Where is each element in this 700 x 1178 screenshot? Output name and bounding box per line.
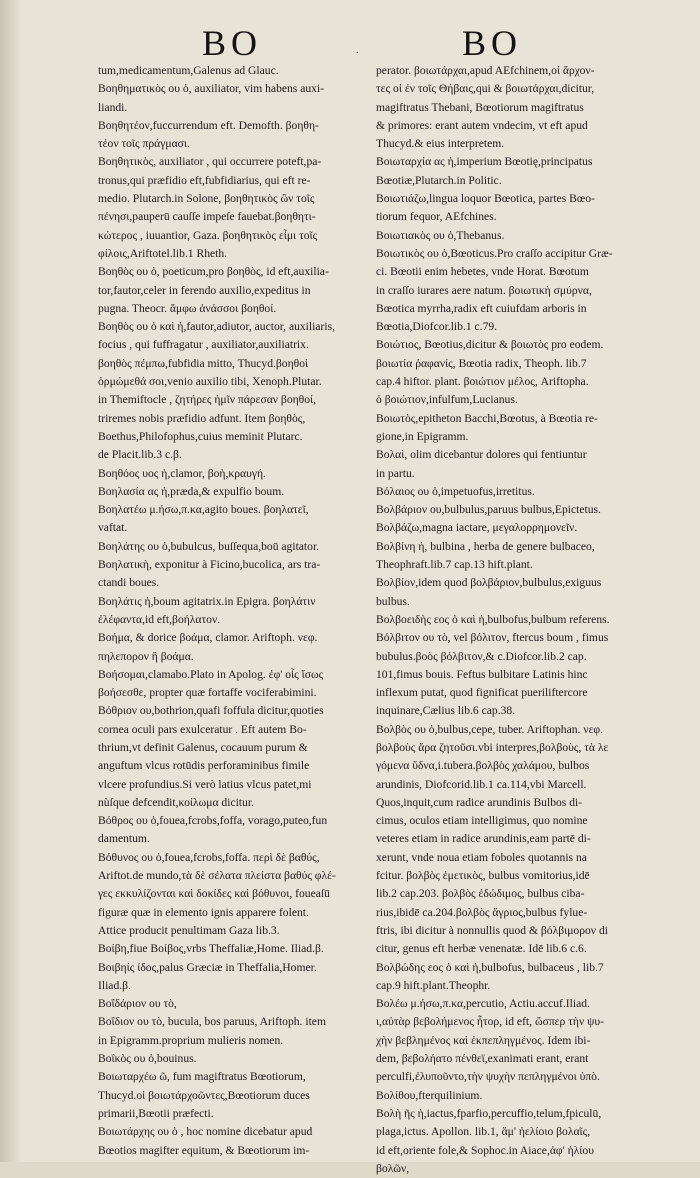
text-line: Βοιωτικὸς ου ὁ,Bœoticus.Pro craſſo accipitur Græ- bbox=[376, 246, 613, 260]
text-line: Βοΐκὸς ου ὁ,bouinus. bbox=[98, 1052, 197, 1066]
text-line: magiftratus Thebani, Bœotiorum magiftratus bbox=[376, 100, 584, 114]
text-line: Βόθρος ου ὁ,fouea,fcrobs,foffa, vorago,puteo,fun bbox=[98, 814, 328, 828]
text-line: fcitur. βολβὸς ἐμετικὸς, bulbus vomitorius,idē bbox=[376, 869, 590, 883]
text-line: ci. Bœotii enim hebetes, vnde Horat. Bœotum bbox=[376, 265, 589, 279]
text-line: βοιωτία ῥαφανίς, Bœotia radix, Theoph. lib.7 bbox=[376, 356, 587, 370]
text-line: ι,αὐτὰρ βεβολήμενος ἦτορ, id eft, ὥσπερ τὴν ψυ- bbox=[376, 1015, 604, 1029]
text-line: inflexum putat, quod fignificat pueriliftercore bbox=[376, 686, 588, 700]
text-line: plaga,ictus. Apollon. lib.1, ἅμ' ἠελίοιο βολαῖς, bbox=[376, 1125, 591, 1139]
text-line: Βοηθὸς ου ὁ καὶ ἡ,fautor,adiutor, auctor, auxiliaris, bbox=[98, 320, 335, 334]
text-line: Attice producit penultimam Gaza lib.3. bbox=[98, 923, 280, 937]
text-line: Ariftot.de mundo,τὰ δὲ σέλατα πλείστα βαθύς φλέ- bbox=[98, 869, 336, 883]
text-line: vaftat. bbox=[98, 521, 128, 535]
text-line: Bœotia,Diofcor.lib.1 c.79. bbox=[376, 320, 498, 334]
header-mark: . bbox=[356, 45, 359, 56]
text-line: in Epigramm.proprium mulieris nomen. bbox=[98, 1033, 284, 1047]
text-line: in partu. bbox=[376, 466, 415, 480]
text-line: nùſque defcendit,κοίλωμα dicitur. bbox=[98, 795, 254, 809]
text-line: lib.2 cap.203. βολβὸς ἐδώδιμος, bulbus ciba- bbox=[376, 887, 585, 901]
text-line: Βολβάζω,magna iactare, μεγαλορρημονεῖν. bbox=[376, 521, 578, 535]
text-line: Βόθριον ου,bothrion,quafi foffula dicitur,quoties bbox=[98, 704, 324, 718]
text-line: Βοιωτιακὸς ου ὁ,Thebanus. bbox=[376, 228, 505, 242]
text-line: βοήσεσθε, propter quæ fortaffe vociferabimini. bbox=[98, 686, 317, 700]
running-head-left: BO bbox=[202, 23, 263, 63]
text-line: perator. βοιωτάρχαι,apud AEfchinem,οἱ ἄρχον- bbox=[376, 64, 595, 77]
text-line: Βοιωτιάζω,lingua loquor Bœotica, partes Bœo- bbox=[376, 192, 595, 206]
text-line: gione,in Epigramm. bbox=[376, 429, 469, 443]
text-line: tiorum fequor, AEfchines. bbox=[376, 210, 497, 224]
text-line: πηλεπορον ἢ βοάμα. bbox=[98, 649, 194, 663]
text-line: dem, βεβολήατο πένθεϊ,exanimati erant, erant bbox=[376, 1052, 589, 1066]
binding-shadow bbox=[0, 0, 22, 1162]
text-line: in craſſo iurares aere natum. βοιωτικὴ σμύρνα, bbox=[376, 283, 592, 297]
text-line: Βοιβηίς ίδος,palus Græciæ in Theffalia,Homer. bbox=[98, 960, 317, 974]
text-line: tum,medicamentum,Galenus ad Glauc. bbox=[98, 64, 279, 77]
text-line: Βοιώτιος, Bœotius,dicitur & βοιωτὸς pro eodem. bbox=[376, 338, 604, 352]
text-line: pugna. Theocr. ἄμφω ἀνάσσοι βοηθοί. bbox=[98, 301, 277, 315]
text-line: ἐλέφαντα,id eft,βοήλατον. bbox=[98, 612, 221, 626]
text-line: figuræ quæ in elemento ignis apparere folent. bbox=[98, 905, 309, 919]
text-line: liandi. bbox=[98, 100, 128, 114]
text-line: id eft,oriente fole,& Sophoc.in Aiace,ἀφ' ἡλίου bbox=[376, 1143, 594, 1157]
text-line: Quos,inquit,cum radice arundinis Bulbos di- bbox=[376, 795, 583, 809]
text-line: tor,fautor,celer in ferendo auxilio,expeditus in bbox=[98, 283, 311, 297]
text-line: Βοιωτὸς,epitheton Bacchi,Bœotus, à Bœotia re- bbox=[376, 411, 598, 425]
text-line: Βολβὸς ου ὁ,bulbus,cepe, tuber. Ariftophan. νεφ. bbox=[376, 722, 604, 736]
text-line: Βοηλατέω μ.ήσω,π.κα,agito boues. βοηλατεῖ, bbox=[98, 503, 309, 517]
text-line: Βοήμα, & dorice βοάμα, clamor. Ariftoph. νεφ. bbox=[98, 631, 318, 645]
text-line: Βοηθὸς ου ὁ, poeticum,pro βοηθὸς, id eft,auxilia- bbox=[98, 265, 329, 279]
text-line: Βολβάριον ου,bulbulus,paruus bulbus,Epictetus. bbox=[376, 503, 601, 517]
text-line: Βοηθηματικὸς ου ὁ, auxiliator, vim habens auxi- bbox=[98, 82, 325, 96]
text-line: focius , qui fuffragatur , auxiliator,auxiliatrix. bbox=[98, 338, 309, 352]
text-line: ὁ βοιώτιον,infulfum,Lucianus. bbox=[376, 393, 518, 407]
text-line: Βόλαιος ου ὁ,impetuofus,irretitus. bbox=[376, 484, 535, 498]
text-line: Βολέω μ.ήσω,π.κα,percutio, Actiu.accuf.Iliad. bbox=[376, 997, 590, 1011]
text-line: Βοΐδιον ου τὸ, bucula, bos paruus, Ariftoph. item bbox=[98, 1015, 326, 1029]
text-line: thrium,vt definit Galenus, cocauum purum & bbox=[98, 740, 308, 754]
text-line: γες εκκυλίζονται καὶ δοκίδες καὶ βόθυνοι, foueaſū bbox=[98, 887, 330, 901]
text-line: Βοηλάτις ἡ,boum agitatrix.in Epigra. βοηλάτιν bbox=[98, 594, 316, 608]
right-column bbox=[376, 62, 642, 1178]
text-line: Βοηθητικὸς, auxiliator , qui occurrere poteft,pa- bbox=[98, 155, 322, 169]
text-line: Βοιωτάρχης ου ὁ , hoc nomine dicebatur apud bbox=[98, 1125, 313, 1139]
text-line: cornea oculi pars exulceratur . Eft autem Bo- bbox=[98, 722, 307, 736]
text-line: πένησι,pauperū cauſſe impeſe fauebat.βοηθητι- bbox=[98, 210, 316, 224]
text-line: Βολαὶ, olim dicebantur dolores qui fentiuntur bbox=[376, 448, 587, 462]
text-line: tronus,qui præfidio eft,fubfidiarius, qui eft re- bbox=[98, 173, 311, 187]
left-column bbox=[98, 62, 360, 1160]
page-header bbox=[0, 22, 700, 62]
text-line: βολβοὺς ἄρα ζητοῦσι.vbi interpres,βολβοὺς, τὰ λε bbox=[376, 740, 609, 754]
text-line: Βοιωταρχέω ῶ, fum magiftratus Bœotiorum, bbox=[98, 1070, 306, 1084]
text-line: τες οἱ ἐν τοῖς Θήβαις,qui & βοιωτάρχαι,dicitur, bbox=[376, 82, 595, 96]
text-line: anguftum vlcus rotūdis perforaminibus fimile bbox=[98, 759, 310, 773]
text-line: Bœotios magifter equitum, & Bœotiorum im- bbox=[98, 1143, 310, 1157]
text-line: cap.4 hiftor. plant. βοιώτιον μέλος, Ariftopha. bbox=[376, 375, 589, 389]
text-line: bulbus. bbox=[376, 594, 410, 608]
text-line: Βολὴ ῆς ἡ,iactus,fparfio,percuffio,telum,fpiculū, bbox=[376, 1106, 602, 1120]
text-line: in Themiftocle , ζητήρες ἡμῖν πάρεσαν βοηθοί, bbox=[98, 393, 317, 407]
text-line: Βοηλατικὴ, exponitur à Ficino,bucolica, ars tra- bbox=[98, 558, 321, 572]
text-line: perculfi,ἐλυποῦντο,τὴν ψυχὴν πεπληγμένοι ὑπὸ. bbox=[376, 1070, 600, 1084]
text-line: Theophraft.lib.7 cap.13 hift.plant. bbox=[376, 558, 533, 572]
text-line: ftris, ibi dicitur à nonnullis quod & βόλβιμορον di bbox=[376, 923, 608, 937]
text-line: Thucyd.& eius interpretem. bbox=[376, 137, 505, 151]
text-line: Iliad.β. bbox=[98, 978, 131, 992]
text-line: ctandi boues. bbox=[98, 576, 160, 590]
text-line: Boethus,Philofophus,cuius meminit Plutarc. bbox=[98, 429, 303, 443]
running-head-right: BO bbox=[462, 23, 523, 63]
text-line: citur, genus eft herbæ venenatæ. Idē lib.6 c.6. bbox=[376, 942, 587, 956]
text-line: veteres etiam in radice arundinis,eam partē di- bbox=[376, 832, 591, 846]
text-line: Βοίβη,fiue Βοίβος,vrbs Theffaliæ,Home. Iliad.β. bbox=[98, 942, 324, 956]
text-line: Thucyd.οἱ βοιωτάρχοῶντες,Bœotiorum duces bbox=[98, 1088, 310, 1102]
text-line: Βόθυνος ου ὁ,fouea,fcrobs,foffa. περὶ δὲ βαθύς, bbox=[98, 850, 320, 864]
text-line: de Placit.lib.3 c.β. bbox=[98, 448, 182, 462]
text-line: Βολβοειδὴς εος ὁ καὶ ἡ,bulbofus,bulbum referens. bbox=[376, 612, 610, 626]
text-line: cimus, oculos etiam intelligimus, quo nomine bbox=[376, 814, 588, 828]
text-line: τέον τοῖς πράγμασι. bbox=[98, 137, 190, 151]
text-line: arundinis, Diofcorid.lib.1 ca.114,vbi Marcell. bbox=[376, 777, 587, 791]
text-line: cap.9 hift.plant.Theophr. bbox=[376, 978, 491, 992]
text-line: Βοιωταρχία ας ἡ,imperium Bœotię,principatus bbox=[376, 155, 593, 169]
text-line: Βολβίον,idem quod βολβάριον,bulbulus,exiguus bbox=[376, 576, 602, 590]
text-line: triremes nobis præfidio adfunt. Item βοηθὸς, bbox=[98, 411, 306, 425]
text-line: 101,fimus bouis. Feftus bulbitare Latinis hinc bbox=[376, 667, 588, 681]
text-line: Βολίθου,fterquilinium. bbox=[376, 1088, 483, 1102]
text-line: Βοηλάτης ου ὁ,bubulcus, buſſequa,boū agitator. bbox=[98, 539, 320, 553]
text-line: Βοΐδάριον ου τὸ, bbox=[98, 997, 177, 1011]
text-line: χὴν βεβλημένος καὶ ἐκπεπληγμένος. Idem ibi- bbox=[376, 1033, 591, 1047]
text-line: Bœotiæ,Plutarch.in Politic. bbox=[376, 173, 502, 187]
text-line: κώτερος , iuuantior, Gaza. βοηθητικὸς εἶμι τοῖς bbox=[98, 228, 318, 242]
text-line: Βοηθητέον,fuccurrendum eft. Demofth. βοηθη- bbox=[98, 118, 319, 132]
text-line: medio. Plutarch.in Solone, βοηθητικὸς ὢν τοῖς bbox=[98, 192, 315, 206]
text-line: ὁρμώμεθά σοι,venio auxilio tibi, Xenoph.Plutar. bbox=[98, 375, 322, 389]
text-line: rius,ibidē ca.204.βολβὸς ἄγριος,bulbus fylue- bbox=[376, 905, 588, 919]
text-line: Βοηθόος υος ἡ,clamor, βοὴ,κραυγή. bbox=[98, 466, 266, 480]
text-line: & primores: erant autem vndecim, vt eft apud bbox=[376, 118, 588, 132]
text-line: βοηθὸς πέμπω,fubfidia mitto, Thucyd.βοηθοὶ bbox=[98, 356, 309, 370]
text-line: Βοήσομαι,clamabo.Plato in Apolog. ἐφ' οἷς ἴσως bbox=[98, 667, 324, 681]
text-line: φίλοις,Ariftotel.lib.1 Rheth. bbox=[98, 246, 228, 260]
text-line: vlcere profundius.Si verò latius vlcus patet,mi bbox=[98, 777, 312, 791]
text-line: βολῶν, bbox=[376, 1161, 410, 1175]
text-line: Βοηλασία ας ἡ,præda,& expulfio boum. bbox=[98, 484, 285, 498]
text-line: damentum. bbox=[98, 832, 150, 846]
text-line: Βολβίνη ἡ, bulbina , herba de genere bulbaceo, bbox=[376, 539, 595, 553]
text-line: inquinare,Cælius lib.6 cap.38. bbox=[376, 704, 516, 718]
text-line: xerunt, vnde noua etiam foboles quotannis na bbox=[376, 850, 587, 864]
text-line: bubulus.βοὸς βόλβιτον,& c.Diofcor.lib.2 cap. bbox=[376, 649, 587, 663]
text-line: primarii,Bœotii præfecti. bbox=[98, 1106, 214, 1120]
text-line: Bœotica myrrha,radix eft cuiufdam arboris in bbox=[376, 301, 587, 315]
text-line: Βολβώδης εος ὁ καὶ ἡ,bulbofus, bulbaceus , lib.7 bbox=[376, 960, 604, 974]
text-line: Βόλβιτον ου τὸ, vel βόλιτον, ftercus boum , fimus bbox=[376, 631, 609, 645]
text-line: γόμενα ὕδνα,i.tubera.βολβὸς χαλάμου, bulbos bbox=[376, 759, 590, 773]
